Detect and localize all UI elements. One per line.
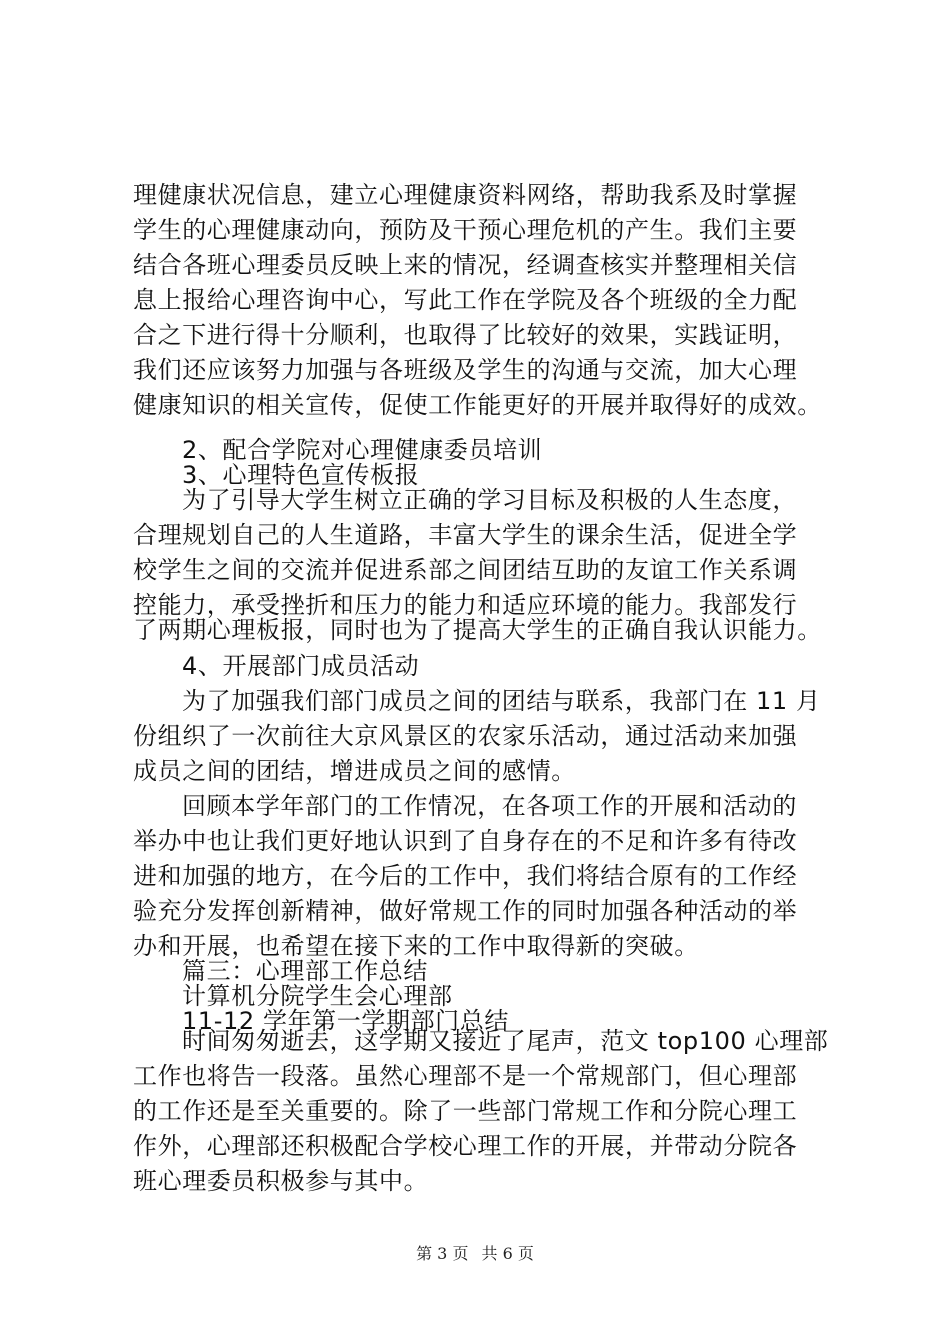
text-line: 作外，心理部还积极配合学校心理工作的开展，并带动分院各 <box>133 1132 798 1160</box>
text-line: 学生的心理健康动向，预防及干预心理危机的产生。我们主要 <box>133 216 798 244</box>
chapter-heading: 篇三：心理部工作总结 <box>182 957 428 985</box>
text-line: 成员之间的团结，增进成员之间的感情。 <box>133 757 576 785</box>
text-line: 了两期心理板报，同时也为了提高大学生的正确自我认识能力。 <box>133 616 822 644</box>
text-line: 份组织了一次前往大京风景区的农家乐活动，通过活动来加强 <box>133 722 798 750</box>
text-line: 工作也将告一段落。虽然心理部不是一个常规部门，但心理部 <box>133 1062 798 1090</box>
department-heading: 计算机分院学生会心理部 <box>182 982 453 1010</box>
text-line: 控能力，承受挫折和压力的能力和适应环境的能力。我部发行 <box>133 591 798 619</box>
text-line: 理健康状况信息，建立心理健康资料网络，帮助我系及时掌握 <box>133 181 798 209</box>
page-total: 共 6 页 <box>481 1244 534 1263</box>
section-heading: 2、配合学院对心理健康委员培训 <box>182 436 543 464</box>
page-number: 第 3 页 <box>416 1244 469 1263</box>
summary-heading: 11-12 学年第一学期部门总结 <box>182 1007 509 1035</box>
text-line: 息上报给心理咨询中心，写此工作在学院及各个班级的全力配 <box>133 286 798 314</box>
text-line: 合之下进行得十分顺利，也取得了比较好的效果，实践证明， <box>133 321 798 349</box>
text-line: 为了加强我们部门成员之间的团结与联系，我部门在 11 月 <box>182 687 821 715</box>
section-heading: 4、开展部门成员活动 <box>182 652 420 680</box>
page-footer <box>0 1241 950 1264</box>
text-line: 进和加强的地方，在今后的工作中，我们将结合原有的工作经 <box>133 862 798 890</box>
text-line: 办和开展，也希望在接下来的工作中取得新的突破。 <box>133 932 699 960</box>
text-line: 健康知识的相关宣传，促使工作能更好的开展并取得好的成效。 <box>133 391 822 419</box>
text-line: 举办中也让我们更好地认识到了自身存在的不足和许多有待改 <box>133 827 798 855</box>
text-line: 的工作还是至关重要的。除了一些部门常规工作和分院心理工 <box>133 1097 798 1125</box>
text-line: 我们还应该努力加强与各班级及学生的沟通与交流，加大心理 <box>133 356 798 384</box>
text-line: 结合各班心理委员反映上来的情况，经调查核实并整理相关信 <box>133 251 798 279</box>
text-line: 校学生之间的交流并促进系部之间团结互助的友谊工作关系调 <box>133 556 798 584</box>
text-line: 时间匆匆逝去，这学期又接近了尾声，范文 top100 心理部 <box>182 1027 829 1055</box>
text-line: 验充分发挥创新精神，做好常规工作的同时加强各种活动的举 <box>133 897 798 925</box>
section-heading: 3、心理特色宣传板报 <box>182 461 420 489</box>
text-line: 回顾本学年部门的工作情况，在各项工作的开展和活动的 <box>182 792 797 820</box>
text-line: 班心理委员积极参与其中。 <box>133 1167 429 1195</box>
text-line: 合理规划自己的人生道路，丰富大学生的课余生活，促进全学 <box>133 521 798 549</box>
text-line: 为了引导大学生树立正确的学习目标及积极的人生态度， <box>182 486 797 514</box>
